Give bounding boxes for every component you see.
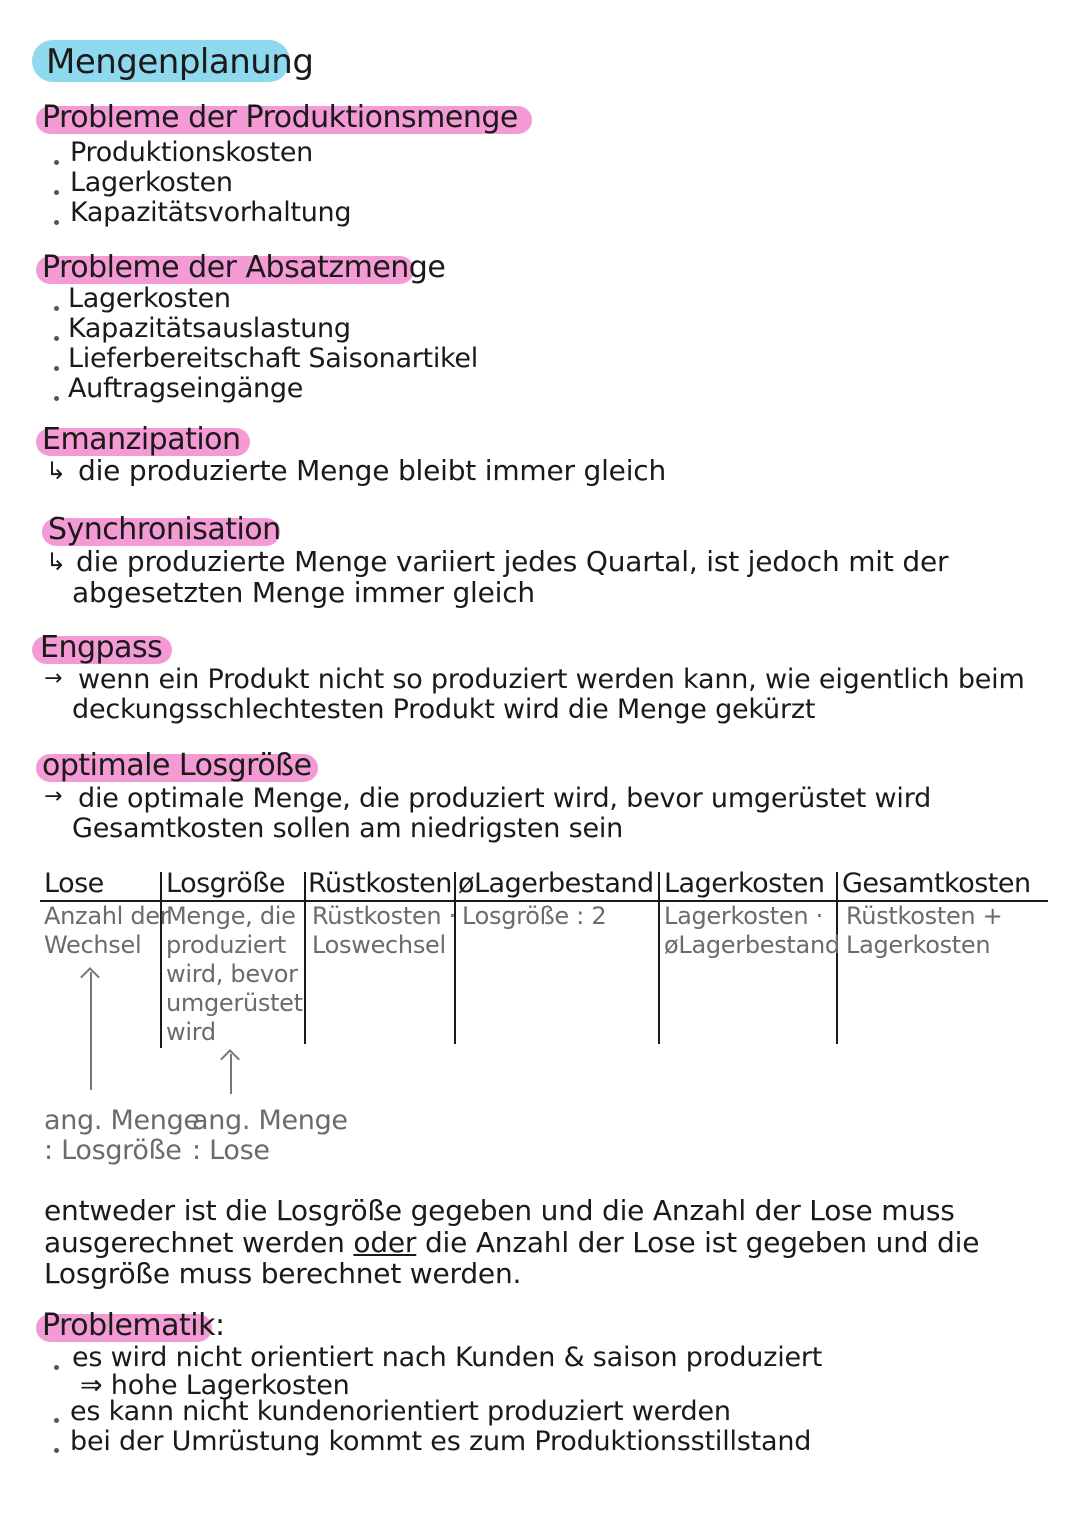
table-cell: Menge, die produziert wird, bevor umgerüstet wird [166,902,303,1046]
arrow-icon: → [44,784,63,809]
synchronisation-text-line2: abgesetzten Menge immer gleich [72,576,535,609]
bullet [54,1448,59,1453]
table-cell: Rüstkosten + Lagerkosten [846,902,1003,959]
engpass-text-line1: wenn ein Produkt nicht so produziert werden kann, wie eigentlich beim [78,664,1025,695]
heading-engpass: Engpass [40,630,163,665]
losgroesse-text-line1: die optimale Menge, die produziert wird, bevor umgerüstet wird [78,783,932,814]
table-note: ang. Menge : Losgröße [44,1105,200,1166]
emanzipation-text: die produzierte Menge bleibt immer gleich [78,454,667,487]
engpass-text-line2: deckungsschlechtesten Produkt wird die Menge gekürzt [72,694,816,725]
table-cell: Lagerkosten · øLagerbestand [664,902,840,959]
heading-losgroesse: optimale Losgröße [42,748,312,783]
table-header: øLagerbestand [458,868,654,899]
bullet [54,366,59,371]
list-subitem: ⇒ hohe Lagerkosten [80,1370,350,1401]
table-header: Losgröße [166,868,285,899]
bullet [54,190,59,195]
bullet [54,1418,59,1423]
arrow-icon: → [44,666,63,691]
list-item: Lagerkosten [70,167,233,198]
bullet [54,306,59,311]
list-item: Auftragseingänge [68,373,304,404]
arrow-up-icon [90,972,92,1090]
arrow-icon: ↳ [46,457,66,485]
bullet [54,1365,59,1370]
list-item: Lagerkosten [68,283,231,314]
table-header: Gesamtkosten [842,868,1031,899]
heading-problematik: Problematik: [42,1308,225,1343]
arrow-up-icon [230,1054,232,1094]
bullet [54,160,59,165]
bullet [54,336,59,341]
table-column-divider [658,872,660,1044]
synchronisation-text-line1: die produzierte Menge variiert jedes Quartal, ist jedoch mit der [76,545,949,578]
list-item: Lieferbereitschaft Saisonartikel [68,343,478,374]
arrow-icon: ↳ [46,548,66,576]
paragraph-line: Losgröße muss berechnet werden. [44,1257,522,1290]
table-cell: Rüstkosten · Loswechsel [312,902,456,959]
table-cell: Anzahl der Wechsel [44,902,170,959]
list-item: es wird nicht orientiert nach Kunden & saison produziert [72,1342,823,1373]
table-header: Lagerkosten [664,868,825,899]
heading-absatzmenge: Probleme der Absatzmenge [42,250,446,285]
list-item: Kapazitätsauslastung [68,313,351,344]
heading-produktionsmenge: Probleme der Produktionsmenge [42,100,518,135]
list-item: Produktionskosten [70,137,313,168]
underlined-word: oder [353,1226,417,1259]
list-item: bei der Umrüstung kommt es zum Produktionsstillstand [70,1426,812,1457]
bullet [54,220,59,225]
heading-emanzipation: Emanzipation [42,422,241,457]
list-item: es kann nicht kundenorientiert produziert werden [70,1396,731,1427]
table-header: Lose [44,868,104,899]
table-column-divider [304,872,306,1044]
losgroesse-text-line2: Gesamtkosten sollen am niedrigsten sein [72,813,624,844]
table-column-divider [160,872,162,1048]
paragraph-line: ausgerechnet werden oder die Anzahl der Lose ist gegeben und die [44,1226,980,1259]
heading-synchronisation: Synchronisation [48,512,281,547]
table-note: ang. Menge : Lose [192,1105,348,1166]
page-title: Mengenplanung [46,42,314,82]
table-cell: Losgröße : 2 [462,902,607,930]
paragraph-line: entweder ist die Losgröße gegeben und die Anzahl der Lose muss [44,1194,955,1227]
list-item: Kapazitätsvorhaltung [70,197,352,228]
table-header: Rüstkosten [308,868,452,899]
bullet [54,396,59,401]
